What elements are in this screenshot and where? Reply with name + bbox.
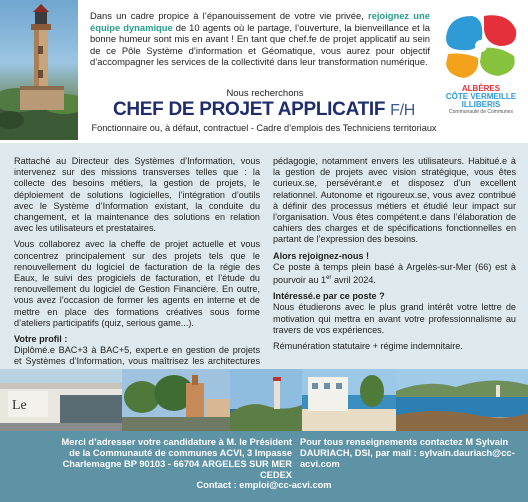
job-description: [0, 143, 528, 369]
profile-paragraph: Diplômé.e BAC+3 à BAC+5, expert.e en gestion de projets et Systèmes d’Information, vous maîtrisez les architectures: [14, 345, 260, 367]
logo-line-3: ILLIBERIS: [461, 100, 501, 109]
acvi-logo: [438, 8, 524, 136]
svg-text:Le: Le: [12, 398, 27, 413]
job-subtitle: Fonctionnaire ou, à défaut, contractuel - Cadre d’emplois des Techniciens territoriaux: [91, 123, 437, 133]
join-heading: Alors rejoignez-nous !: [273, 250, 369, 261]
information-contact: Pour tous renseignements contactez M Sylvain DAURIACH, DSI, par mail : sylvain.dauriach@cc-acvi.com: [300, 437, 515, 469]
application-paragraph: Nous étudierons avec le plus grand intérêt votre lettre de motivation qui mettra en avant votre professionnalisme au travers de vos expériences.: [273, 302, 516, 335]
intro-text: Dans un cadre propice à l’épanouissement de votre vie privée, rejoignez une équipe dynamique de 10 agents où le partage, l’ouverture, la bienveillance et la bonne humeur sont mis en avant ! En tant que chef.fe de projet applicatif au sein de ce Pôle Système d’information et Géomatique, vous aurez pour objectif d’accompagner les services de la collectivité dans leur transformation numérique.: [90, 10, 430, 68]
footer: [0, 431, 528, 502]
projects-paragraph: Vous collaborez avec la cheffe de projet actuelle et vous concentrez principalement sur des projets tels que le renouvellement du logiciel de facturation de la régie des Eaux, le suivi des progiciels de facturation, et l’étude du renouvellement du logiciel de Gestion Financière. En outre, vous avez l’occasion de former les agents en interne et de mettre en place des formations créatives sous forme d’ateliers participatifs (quiz, serious game...).: [14, 239, 260, 328]
contact-email[interactable]: Contact : emploi@cc-acvi.com: [196, 480, 332, 490]
application-address: Merci d’adresser votre candidature à M. le Président de la Communauté de communes ACVI, 3 Impasse Charlemagne BP 90103 - 66704 ARGELES SUR MER CEDEX: [61, 437, 292, 480]
intro-highlight: rejoignez une équipe dynamique: [90, 10, 430, 33]
right-column: [273, 156, 516, 357]
bay-photo: [396, 369, 528, 431]
profile-continued-paragraph: pédagogie, notamment envers les utilisateurs. Habitué.e à la gestion de projets avec vision stratégique, vous êtes curieux.se, persévérant.e et disposez d’un excellent relationnel. Autonome et rigoureux.se, vous avez contribué à définir des processus métiers et étudié leur impact sur l’organisation. Vous êtes compétent.e dans l’élaboration de cahiers des charges et de spécifications fonctionnelles en partant de l’expression des besoins.: [273, 156, 516, 245]
job-kicker: Nous recherchons: [226, 88, 304, 99]
job-title-suffix: F/H: [390, 102, 416, 119]
logo-line-2: CÔTE VERMEILLE: [445, 92, 517, 101]
position-paragraph: Ce poste à temps plein basé à Argelès-sur-Mer (66) est à pourvoir au 1er avril 2024.: [273, 261, 516, 286]
header: [0, 0, 528, 140]
profile-heading: Votre profil :: [14, 334, 68, 345]
logo-line-4: Communauté de Communes: [449, 109, 513, 115]
building-photo: [0, 369, 122, 431]
left-column: [14, 156, 260, 395]
lighthouse-coast-photo: [230, 369, 302, 431]
lighthouse-photo: [0, 0, 78, 140]
job-title: CHEF DE PROJET APPLICATIF F/H: [112, 99, 416, 120]
interest-heading: Intéressé.e par ce poste ?: [273, 291, 385, 302]
missions-paragraph: Rattaché au Directeur des Systèmes d’Information, vous intervenez sur des missions transverses telles que : la collecte des besoins métiers, la gestion de projets, le déploiement de solutions logicielles, l’intégration d’outils avec le Système d’Information existant, la conduite du changement, et la maintenance des solutions en relation avec les utilisateurs et prestataires.: [14, 156, 260, 234]
beach-photo: [302, 369, 396, 431]
salary-paragraph: Rémunération statutaire + régime indemnitaire.: [273, 341, 463, 352]
town-photo: [122, 369, 230, 431]
logo-line-1: ALBÈRES: [461, 84, 501, 93]
photo-strip: [0, 369, 528, 431]
